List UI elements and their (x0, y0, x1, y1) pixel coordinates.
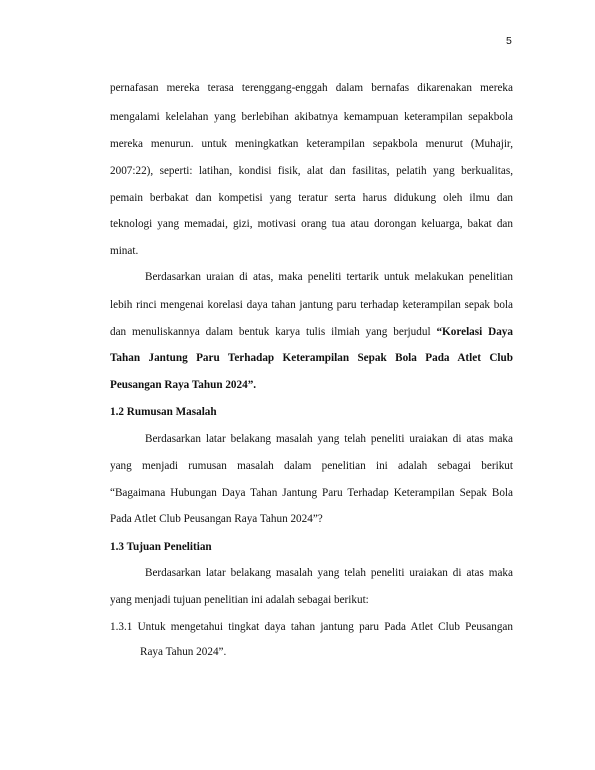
section-heading-1-2: 1.2 Rumusan Masalah (110, 406, 217, 418)
text-line: pemain berbakat dan kompetisi yang teratur serta harus didukung oleh ilmu dan (110, 192, 513, 204)
text-line (110, 325, 513, 339)
text-line: mengalami kelelahan yang berlebihan akibatnya kemampuan keterampilan sepakbola (110, 111, 513, 123)
text-line: Berdasarkan latar belakang masalah yang telah peneliti uraiakan di atas maka (145, 433, 513, 445)
section-heading-1-3: 1.3 Tujuan Penelitian (110, 541, 212, 553)
text-line: Berdasarkan uraian di atas, maka peneliti tertarik untuk melakukan penelitian (145, 271, 513, 283)
text-line: 2007:22), seperti: latihan, kondisi fisik, alat dan fasilitas, pelatih yang berkualitas, (110, 165, 513, 177)
text-line: yang menjadi rumusan masalah dalam penelitian ini adalah sebagai berikut (110, 460, 513, 472)
text-line: minat. (110, 245, 139, 257)
text-line: teknologi yang memadai, gizi, motivasi orang tua atau dorongan keluarga, bakat dan (110, 218, 513, 230)
list-item-continuation: Raya Tahun 2024”. (140, 646, 227, 658)
thesis-title-end: Peusangan Raya Tahun 2024”. (110, 379, 257, 391)
text-line: mereka menurun. untuk meningkatkan keterampilan sepakbola menurut (Muhajir, (110, 138, 513, 150)
text-line: lebih rinci mengenai korelasi daya tahan jantung paru terhadap keterampilan sepak bola (110, 299, 513, 311)
text-line: Berdasarkan latar belakang masalah yang telah peneliti uraiakan di atas maka (145, 567, 513, 579)
text-line: yang menjadi tujuan penelitian ini adalah sebagai berikut: (110, 594, 369, 606)
text-run: dan menuliskannya dalam bentuk karya tulis ilmiah yang berjudul (110, 326, 437, 338)
thesis-title-start: “Korelasi Daya (436, 326, 513, 338)
text-line: “Bagaimana Hubungan Daya Tahan Jantung Paru Terhadap Keterampilan Sepak Bola (110, 487, 513, 499)
text-line: Pada Atlet Club Peusangan Raya Tahun 2024”? (110, 513, 323, 525)
text-line: pernafasan mereka terasa terenggang-enggah dalam bernafas dikarenakan mereka (110, 82, 513, 94)
page-number: 5 (506, 35, 512, 47)
list-item-1-3-1: 1.3.1 Untuk mengetahui tingkat daya tahan jantung paru Pada Atlet Club Peusangan (110, 621, 513, 633)
thesis-title: Tahan Jantung Paru Terhadap Keterampilan Sepak Bola Pada Atlet Club (110, 352, 513, 364)
